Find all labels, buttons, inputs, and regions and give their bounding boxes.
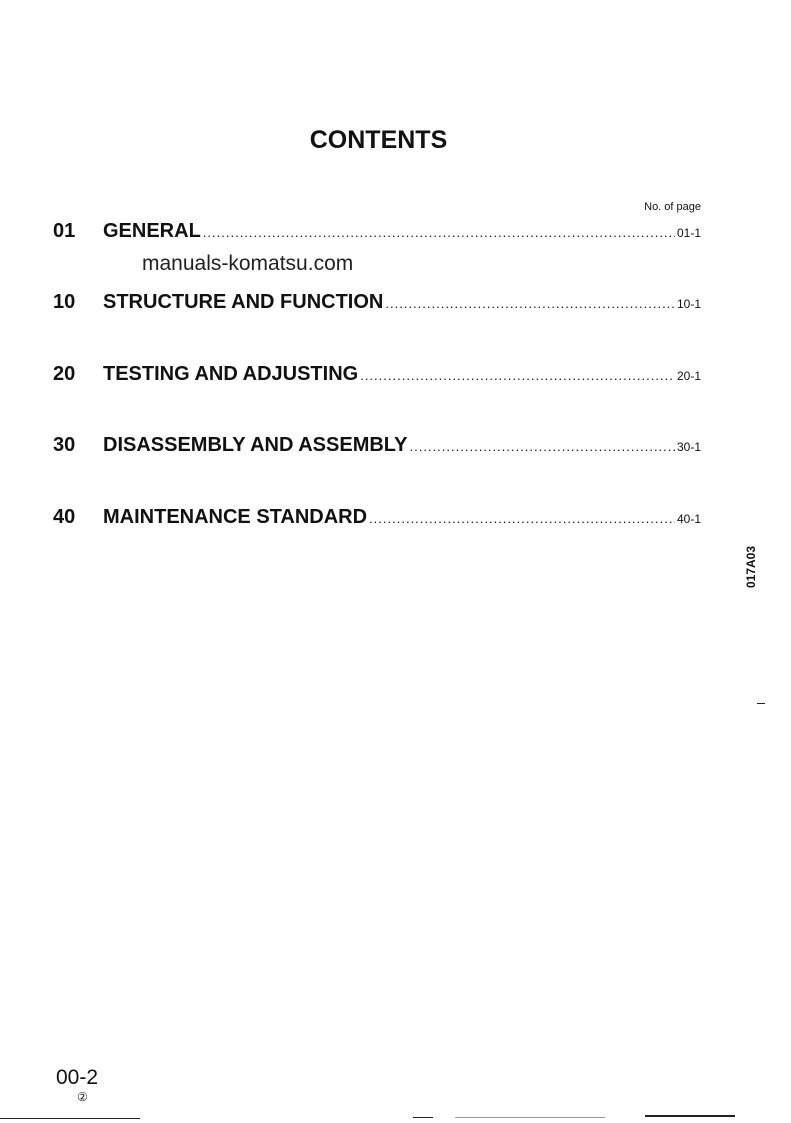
toc-entry-testing-and-adjusting[interactable] [53,363,701,386]
entry-number: 20 [53,363,76,385]
footer-page-number: 00-2 [56,1066,99,1089]
entry-number: 10 [53,291,76,313]
dot-leader [203,225,675,240]
entry-number: 01 [53,220,76,242]
edge-mark [757,703,765,704]
page-title: CONTENTS [309,126,448,154]
entry-page: 10-1 [676,297,701,311]
entry-number: 40 [53,506,76,528]
entry-label: STRUCTURE AND FUNCTION [103,291,384,313]
bottom-rule [455,1117,605,1118]
toc-entry-structure-and-function[interactable] [53,291,701,314]
page-column-header: No. of page [644,201,701,213]
entry-page: 01-1 [676,226,701,240]
bottom-rule [413,1117,433,1118]
entry-page: 30-1 [676,440,701,454]
footer-revision-mark: ② [77,1090,88,1104]
toc-entry-disassembly-and-assembly[interactable] [53,434,701,457]
side-document-code: 017A03 [744,545,759,589]
entry-label: MAINTENANCE STANDARD [103,506,368,528]
entry-label: TESTING AND ADJUSTING [103,363,359,385]
entry-number: 30 [53,434,76,456]
dot-leader [410,439,675,454]
entry-page: 40-1 [676,512,701,526]
dot-leader [369,511,675,526]
watermark-text: manuals-komatsu.com [142,252,354,275]
entry-label: GENERAL [103,220,201,242]
bottom-rule [645,1115,735,1117]
entry-page: 20-1 [676,369,701,383]
entry-label: DISASSEMBLY AND ASSEMBLY [103,434,408,456]
dot-leader [360,368,675,383]
toc-entry-general[interactable] [53,220,701,243]
dot-leader [385,296,675,311]
toc-entry-maintenance-standard[interactable] [53,506,701,529]
bottom-rule [0,1118,140,1119]
